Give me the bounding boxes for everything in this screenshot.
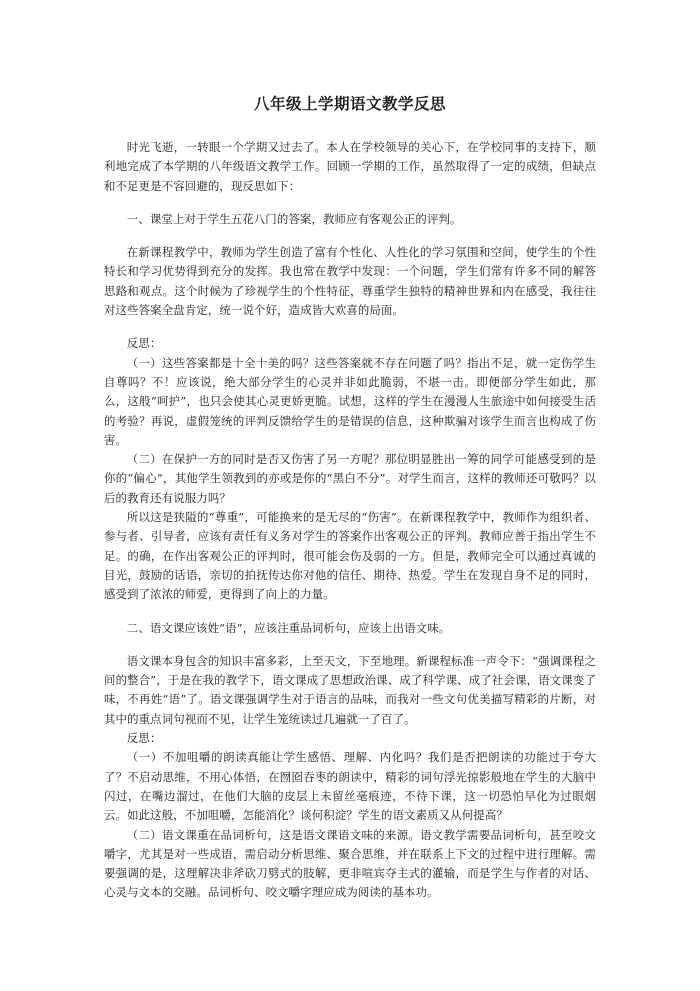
body-paragraph: 所以这是狭隘的“尊重”，可能换来的是无尽的“伤害”。在新课程教学中，教师作为组织者、参与者、引导者，应该有责任有义务对学生的答案作出客观公正的评判。教师应善于指出学生不足。的确，在作出客观公正的评判时，很可能会伤及弱的一方。但是，教师完全可以通过真诚的目光，鼓励的话语，亲切的拍抚传达你对他的信任、期待、热爱。学生在发现自身不足的同时，感受到了浓浓的师爱，更得到了向上的力量。: [104, 510, 596, 602]
body-paragraph: （一）这些答案都是十全十美的吗？这些答案就不存在问题了吗？指出不足，就一定伤学生自尊吗？不！应该说，绝大部分学生的心灵并非如此脆弱，不堪一击。即便部分学生如此，那么，这般“呵护”，也只会使其心灵更娇更脆。试想，这样的学生在漫漫人生旅途中如何接受生活的考验？再说，虚假笼统的评判反馈给学生的是错误的信息，这种欺骗对该学生而言也构成了伤害。: [104, 355, 596, 447]
body-paragraph: 语文课本身包含的知识丰富多彩，上至天文，下至地理。新课程标准一声令下：“强调课程之间的整合”，于是在我的教学下，语文课成了思想政治课、成了科学课、成了社会课，语文课变了味，不再姓“语”了。语文课强调学生对于语言的品味，而我对一些文句优美描写精彩的片断，对其中的重点词句视而不见，让学生笼统读过几遍就一了百了。: [104, 653, 596, 726]
body-paragraph: （二）语文课重在品词析句，这是语文课语文味的来源。语文教学需要品词析句，甚至咬文嚼字，尤其是对一些成语，需启动分析思维、聚合思维，并在联系上下文的过程中进行理解。需要强调的是，这理解决非斧砍刀劈式的肢解，更非喧宾夺主式的灌输，而是学生与作者的对话、心灵与文本的交融。品词析句、咬文嚼字理应成为阅读的基本功。: [104, 827, 596, 900]
document-title: 八年级上学期语文教学反思: [253, 94, 446, 113]
section-heading-2: 二、语文课应该姓“语”，应该注重品词析句，应该上出语文味。: [126, 620, 451, 635]
intro-paragraph: 时光飞逝，一转眼一个学期又过去了。本人在学校领导的关心下，在学校同事的支持下，顺利地完成了本学期的八年级语文教学工作。回顾一学期的工作，虽然取得了一定的成绩，但缺点和不足更是不容回避的，现反思如下：: [104, 140, 596, 193]
body-paragraph: （二）在保护一方的同时是否又伤害了另一方呢？那位明显胜出一筹的同学可能感受到的是你的“偏心”，其他学生领教到的亦或是你的“黑白不分”。对学生而言，这样的教师还可敬吗？以后的教育还有说服力吗？: [104, 452, 596, 505]
body-paragraph: 在新课程教学中，教师为学生创造了富有个性化、人性化的学习氛围和空间，使学生的个性特长和学习优势得到充分的发挥。我也常在教学中发现：一个问题，学生们常有许多不同的解答思路和观点。这个时候为了珍视学生的个性特征，尊重学生独特的精神世界和内在感受，我往往对这些答案全盘肯定，统一说个好，造成皆大欢喜的局面。: [104, 245, 596, 318]
reflection-label: 反思：: [126, 731, 162, 746]
reflection-label: 反思：: [126, 336, 162, 351]
body-paragraph: （一）不加咀嚼的朗读真能让学生感悟、理解、内化吗？我们是否把朗读的功能过于夸大了？不启动思维，不用心体悟，在囫囵吞枣的朗读中，精彩的词句浮光掠影般地在学生的大脑中闪过，在嘴边溜过，在他们大脑的皮层上未留丝毫痕迹，不待下课，这一切恐怕早化为过眼烟云。如此这般，不加咀嚼，怎能消化？谈何积淀？学生的语文素质又从何提高？: [104, 750, 596, 823]
section-heading-1: 一、课堂上对于学生五花八门的答案，教师应有客观公正的评判。: [126, 211, 462, 226]
